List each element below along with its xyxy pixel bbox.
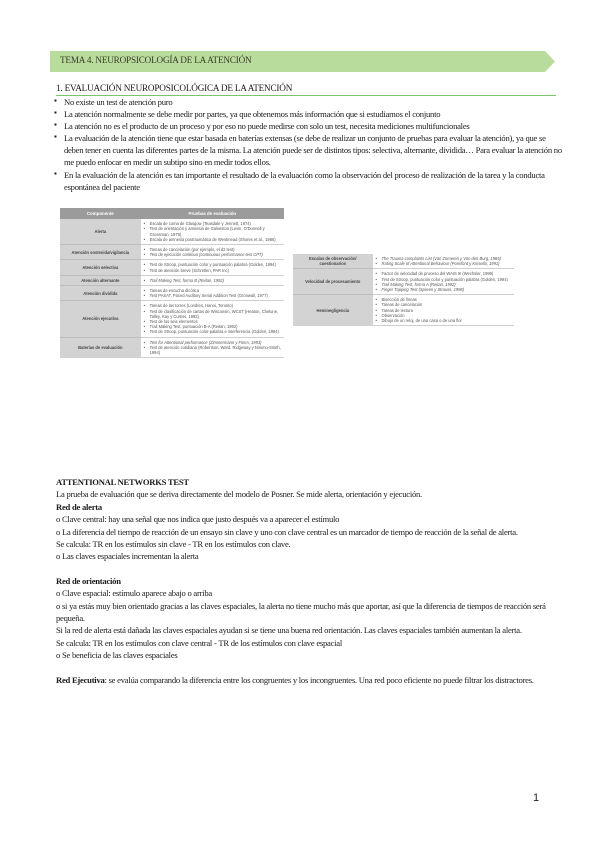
test-item: • Bisección de líneas (376, 297, 511, 302)
test-item: • Test de Stroop, puntuación color y puntuación palabra (Golden, 1994) (144, 262, 281, 267)
subsection-title: ATTENTIONAL NETWORKS TEST (56, 477, 189, 487)
test-item: • Tareas de escucha dicótica (144, 288, 281, 293)
table-header: Pruebas de evaluación (141, 208, 284, 219)
bullet-marker-icon: ▪ (54, 108, 57, 118)
table-cell-tests (141, 219, 284, 244)
test-item: • Tareas de lectura (376, 308, 511, 313)
table-cell-component: Atención ejecutiva (60, 301, 141, 337)
assessment-table-left (60, 208, 284, 358)
paragraph: Se calcula: TR en los estímulos con clave central - TR de los estímulos con clave espacial (56, 637, 342, 648)
test-item: • Test de ejecución continua (continuous performance test CPT) (144, 252, 281, 257)
bullet-list (54, 96, 564, 193)
table-row (60, 219, 284, 244)
table-cell-tests (141, 275, 284, 285)
subsection-title: Red de alerta (56, 501, 102, 512)
table-header: Componente (60, 208, 141, 219)
bullet-marker-icon: ▪ (54, 132, 57, 142)
test-item: • Test PASAT, Paced Auditory Serial Addition Test (Gronwall, 1977) (144, 293, 281, 298)
test-item: • Test de clasificación de cartas de Wisconsin, WCST (Heaton, Chelune, Talley, Kay y Curtiss, 1993) (144, 309, 281, 319)
bullet-item: ▪ En la evaluación de la atención es tan importante el resultado de la evaluación como la observación del proceso de realización de la tarea y la conducta espontánea del paciente (54, 168, 545, 192)
test-item: • Tareas de las torres (Londres, Hanoi, Toronto) (144, 303, 281, 308)
test-item: • Escala de coma de Glasgow (Teasdale y Jennett, 1974) (144, 221, 281, 226)
paragraph: o Se beneficia de las claves espaciales (56, 650, 178, 661)
table-cell-component: Atención selectiva (60, 260, 141, 275)
table-cell-component: Atención alternante (60, 275, 141, 285)
table-cell-tests (141, 245, 284, 260)
test-item: • Rating Scale of Attentional Behaviour (Ponsford y Kinsella, 1991) (376, 261, 511, 266)
body-text (56, 476, 561, 686)
test-item: • Trail Making Test, puntuación B-A (Reitan, 1992) (144, 324, 281, 329)
bullet-item: ▪ La evaluación de la atención tiene que estar basada en baterías extensas (se debe de realizar un conjunto de pruebas para evaluar la atención), ya que se deben tener en cuenta las diferentes partes de la misma. La atención puede ser de distintos tipos: selectiva, alternante, dividida… Para evaluar la atención no me puedo enfocar en medir un subtipo sino en medir todos ellos. (54, 132, 562, 168)
table-cell-component: Atención sostenida/vigilancia (60, 245, 141, 260)
spacer (56, 563, 561, 575)
bullet-marker-icon: ▪ (54, 168, 57, 178)
table-cell-tests (141, 337, 284, 358)
subsection-title: Red Ejecutiva (56, 674, 105, 685)
page-number: 1 (533, 792, 540, 804)
table-row (60, 301, 284, 337)
table-cell-component: Atención dividida (60, 286, 141, 301)
table-row (60, 275, 284, 285)
table-row (293, 254, 514, 269)
table-row (293, 295, 514, 326)
spacer (56, 662, 561, 674)
paragraph: o Clave espacial: estímulo aparece abajo o arriba (56, 588, 212, 599)
table-cell-tests (141, 260, 284, 275)
test-item: • Tareas de cancelación (376, 302, 511, 307)
table-row (60, 286, 284, 301)
table-cell-component: Velocidad de procesamiento (293, 269, 373, 295)
table-cell-component: Alerta (60, 219, 141, 244)
test-item: • Factor de velocidad de proceso del WAIS III (Wechsler, 1999) (376, 271, 511, 276)
paragraph: La prueba de evaluación que se deriva directamente del modelo de Posner. Se mide alerta, orientación y ejecución. (56, 489, 422, 500)
banner-title: TEMA 4. NEUROPSICOLOGÍA DE LA ATENCIÓN (60, 55, 252, 65)
test-item: • Trail Making Test, forma B (Reitan, 1992) (144, 278, 281, 283)
test-item: • The Trauma complaints List (Van Zomeren y Van den Burg, 1985) (376, 256, 511, 261)
table-cell-component: Escalas de observación/ cuestionarios (293, 254, 373, 269)
paragraph: o Clave central: hay una señal que nos indica que justo después va a aparecer el estímulo (56, 514, 340, 525)
paragraph: Se calcula: TR en los estímulos sin clave - TR en los estímulos con clave. (56, 539, 291, 550)
test-item: • Observación (376, 313, 511, 318)
table-row (60, 245, 284, 260)
test-item: • Trail Making Test, forma A (Reitan, 1992) (376, 282, 511, 287)
bullet-marker-icon: ▪ (54, 120, 57, 130)
topic-banner (50, 51, 555, 72)
test-item: • Test de atención breve (Schretlen, PAR Inc) (144, 268, 281, 273)
test-item: • Tareas de cancelación (por ejemplo, el d2 test) (144, 247, 281, 252)
subsection-title: Red de orientación (56, 575, 121, 586)
bullet-item: ▪ La atención no es el producto de un proceso y por eso no puede medirse con solo un test, necesita mediciones multifuncionales (54, 120, 470, 132)
test-item: • Test de los seis elementos (144, 319, 281, 324)
table-cell-tests (373, 295, 514, 326)
table-cell-component: Heminegligencia (293, 295, 373, 326)
bullet-marker-icon: ▪ (54, 96, 57, 105)
table-cell-component: Baterías de evaluación (60, 337, 141, 358)
assessment-table-right (293, 254, 514, 326)
test-item: • Test de orientación y amnesia de Galveston (Levin, O'Donnell y Grossman, 1979) (144, 226, 281, 236)
table-cell-tests (373, 269, 514, 295)
test-item: • Finger Tapping Test (Spreen y Strauss, 1998) (376, 287, 511, 292)
paragraph: o Las claves espaciales incrementan la alerta (56, 551, 199, 562)
test-item: • Dibujo de un reloj, de una casa o de una flor (376, 318, 511, 323)
bullet-item: ▪ La atención normalmente se debe medir por partes, ya que obtenemos más información que si estudiamos el conjunto (54, 108, 441, 120)
table-cell-tests (373, 254, 514, 269)
paragraph: o La diferencia del tiempo de reacción de un ensayo sin clave y uno con clave central es un marcador de tiempo de reacción de la señal de alerta. (56, 526, 518, 537)
test-item: • Test de Stroop, puntuación color y puntuación palabra (Golden, 1994) (376, 277, 511, 282)
test-item: • Test de Stroop, puntuación color-palabra e interferencia (Golden, 1994) (144, 329, 281, 334)
table-row (60, 260, 284, 275)
table-row (293, 269, 514, 295)
test-item: • Escala de amnesia postraumática de Westmead (Shores et al., 1986) (144, 237, 281, 242)
paragraph: o si ya estás muy bien orientado gracias a las claves espaciales, la alerta no tiene mucho más que aportar, así que la diferencia de tiempos de reacción será pequeña. (56, 600, 546, 624)
bullet-item: ▪ No existe un test de atención puro (54, 96, 173, 107)
table-cell-tests (141, 286, 284, 301)
section-heading: 1. EVALUACIÓN NEUROPOSICOLÓGICA DE LA ATENCIÓN (56, 83, 293, 93)
paragraph: Si la red de alerta está dañada las claves espaciales ayudan si se tiene una buena red orientación. Las claves espaciales también aumentan la alerta. (56, 625, 522, 636)
paragraph: Red Ejecutiva: se evalúa comparando la diferencia entre los congruentes y los incongruentes. Una red poco eficiente no puede filtrar los distractores. (56, 674, 534, 685)
table-row (60, 337, 284, 358)
table-cell-tests (141, 301, 284, 337)
test-item: • Test for Attentional performance (Zimmermann y Fimm, 1993) (144, 340, 281, 345)
test-item: • Test de atención cotidiana (Robertson, Ward, Ridgeway y Nimmo-Smith, 1994) (144, 345, 281, 355)
